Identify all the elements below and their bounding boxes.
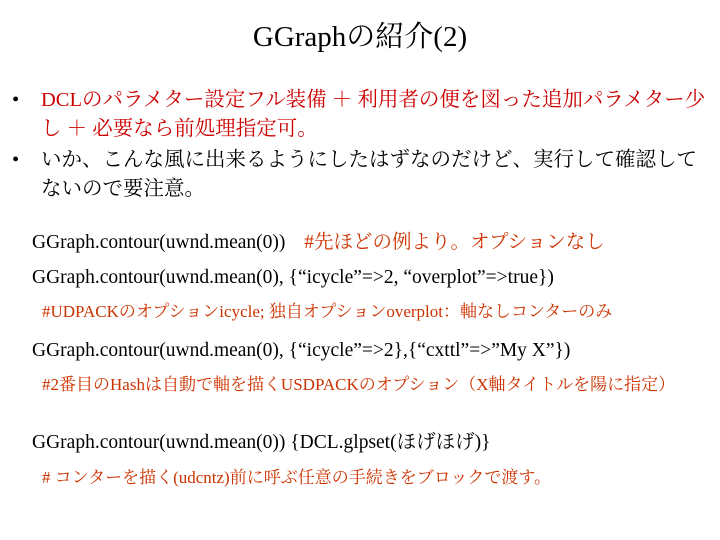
slide-title: GGraphの紹介(2) (252, 21, 468, 53)
bullet-marker: • (12, 149, 20, 171)
bullet-text: いか、こんな風に出来るようにしたはずなのだけど、実行して確認してないので要注意。 (41, 149, 697, 200)
code-line: GGraph.contour(uwnd.mean(0), {“icycle”=>2, “overplot”=>true}) (32, 267, 554, 288)
code-line (32, 230, 605, 256)
code-comment: #先ほどの例より。オプションなし (304, 232, 605, 253)
bullet-marker: • (12, 89, 20, 111)
code-text: GGraph.contour(uwnd.mean(0)) (32, 232, 286, 253)
bullet-item (12, 146, 712, 204)
bullet-list (12, 86, 712, 206)
code-comment: #2番目のHashは自動で軸を描くUSDPACKのオプション（X軸タイトルを陽に指定） (42, 375, 676, 394)
code-line: GGraph.contour(uwnd.mean(0), {“icycle”=>2},{“cxttl”=>”My X”}) (32, 340, 571, 361)
bullet-item (12, 86, 712, 144)
code-comment: # コンターを描く(udcntz)前に呼ぶ任意の手続きをブロックで渡す。 (42, 468, 552, 487)
code-line: GGraph.contour(uwnd.mean(0)) {DCL.glpset(ほげほげ)} (32, 432, 491, 453)
bullet-text: DCLのパラメター設定フル装備 ＋ 利用者の便を図った追加パラメター少し ＋ 必要なら前処理指定可。 (41, 89, 706, 140)
code-comment: #UDPACKのオプションicycle; 独自オプションoverplot：軸なしコンターのみ (42, 302, 613, 321)
